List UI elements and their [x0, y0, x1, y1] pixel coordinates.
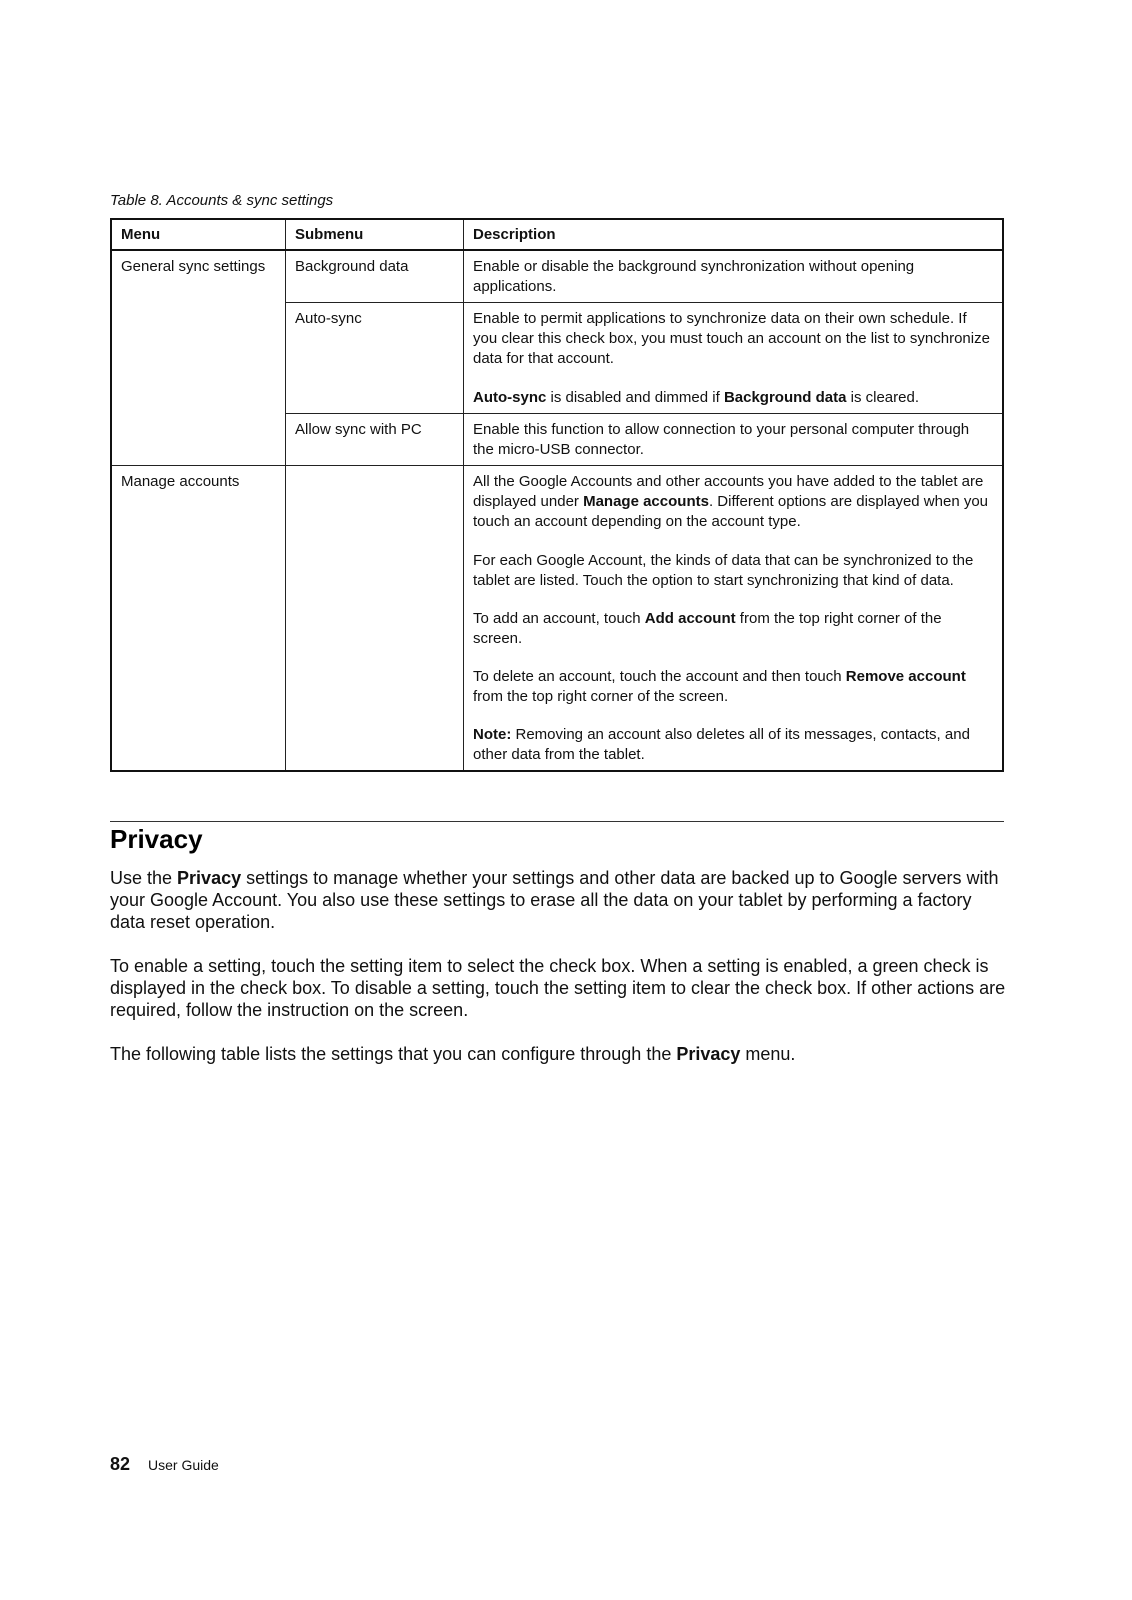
footer-doc-title: User Guide [148, 1457, 219, 1473]
bold-term: Auto-sync [473, 389, 547, 406]
text-span: All the Google Accounts and other accounts you have added to the tablet are displayed under [473, 473, 984, 510]
header-submenu: Submenu [286, 219, 464, 250]
text-span: The following table lists the settings that you can configure through the [110, 1044, 677, 1064]
page-number: 82 [110, 1454, 131, 1474]
desc-allow-sync-pc: Enable this function to allow connection to your personal computer through the micro-USB connector. [464, 414, 1004, 466]
text-span: Removing an account also deletes all of its messages, contacts, and other data from the tablet. [473, 726, 970, 763]
manage-accounts-para-3 [473, 609, 993, 649]
privacy-paragraph-2: To enable a setting, touch the setting item to select the check box. When a setting is enabled, a green check is displayed in the check box. To disable a setting, touch the setting item to clear the check box. If other actions are required, follow the instruction on the screen. [110, 956, 1006, 1020]
accounts-sync-table [110, 218, 1004, 772]
desc-auto-sync-text: Enable to permit applications to synchronize data on their own schedule. If you clear this check box, you must touch an account on the list to synchronize data for that account. [473, 310, 990, 367]
privacy-paragraph-1 [110, 867, 1010, 933]
table-header-row [111, 219, 1003, 250]
submenu-allow-sync-pc: Allow sync with PC [286, 414, 464, 466]
manage-accounts-para-4 [473, 667, 993, 707]
text-span: is cleared. [846, 389, 920, 406]
page-footer [110, 1454, 219, 1475]
manage-accounts-para-1 [473, 472, 993, 532]
text-span: from the top right corner of the screen. [473, 610, 942, 647]
text-span: To delete an account, touch the account and then touch [473, 668, 846, 685]
section-title-privacy: Privacy [110, 824, 203, 854]
table-row [111, 466, 1003, 772]
manage-accounts-note [473, 725, 993, 765]
desc-auto-sync [464, 303, 1004, 414]
text-span: menu. [740, 1044, 796, 1064]
privacy-paragraph-3 [110, 1043, 1010, 1065]
table-caption: Table 8. Accounts & sync settings [110, 192, 334, 209]
bold-term: Manage accounts [583, 493, 709, 510]
text-span: . Different options are displayed when you touch an account depending on the account type. [473, 493, 989, 530]
manage-accounts-para-2: For each Google Account, the kinds of data that can be synchronized to the tablet are listed. Touch the option to start synchronizing that kind of data. [473, 552, 974, 589]
submenu-auto-sync: Auto-sync [286, 303, 464, 414]
section-divider [110, 821, 1004, 822]
text-span: settings to manage whether your settings and other data are backed up to Google servers with your Google Account. You also use these settings to erase all the data on your tablet by performing a factory data reset operation. [110, 868, 999, 932]
table-row [111, 250, 1003, 303]
menu-manage-accounts: Manage accounts [111, 466, 286, 772]
bold-term: Remove account [845, 668, 966, 685]
text-span: Use the [110, 868, 178, 888]
submenu-background-data: Background data [286, 250, 464, 303]
desc-auto-sync-note [473, 388, 993, 408]
bold-term: Privacy [177, 868, 242, 888]
bold-term: Add account [644, 610, 736, 627]
bold-term: Note: [473, 726, 512, 743]
submenu-empty [286, 466, 464, 772]
header-menu: Menu [111, 219, 286, 250]
menu-general-sync: General sync settings [111, 250, 286, 466]
text-span: To add an account, touch [473, 610, 645, 627]
text-span: is disabled and dimmed if [546, 389, 724, 406]
header-description: Description [464, 219, 1004, 250]
bold-term: Background data [723, 389, 847, 406]
desc-background-data: Enable or disable the background synchronization without opening applications. [464, 250, 1004, 303]
bold-term: Privacy [676, 1044, 741, 1064]
text-span: from the top right corner of the screen. [473, 688, 729, 705]
desc-manage-accounts [464, 466, 1004, 772]
